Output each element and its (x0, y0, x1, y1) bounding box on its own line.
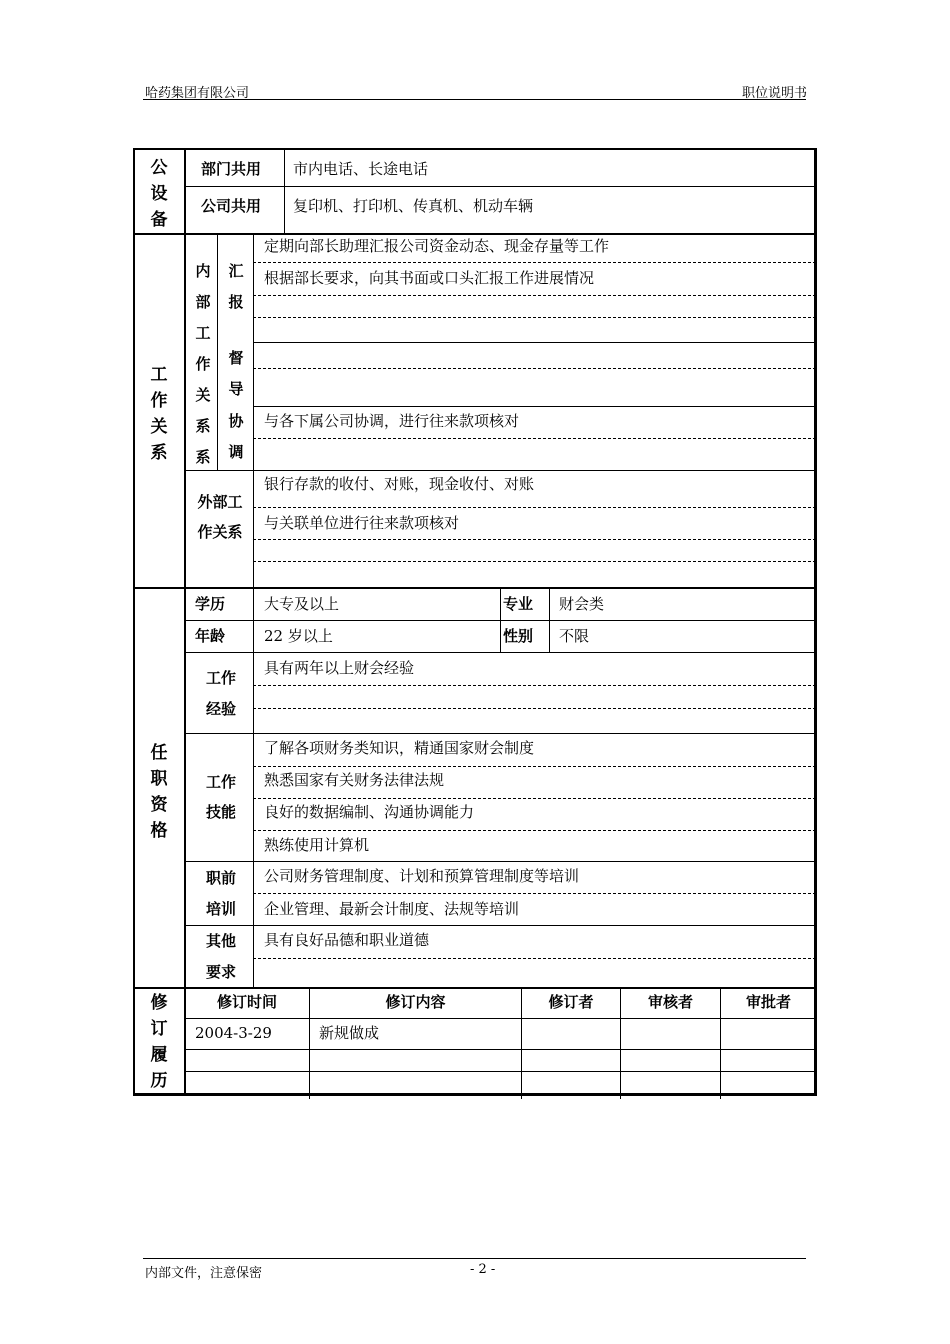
external-label-rule (253, 470, 254, 588)
training-item: 公司财务管理制度、计划和预算管理制度等培训 (264, 867, 580, 885)
qual-label-rule (253, 588, 254, 988)
dash-rule (253, 539, 816, 540)
rev-col-date: 修订时间 (216, 993, 277, 1011)
major-label: 专业 (503, 595, 534, 613)
edu-row-rule (184, 620, 816, 621)
rev-col-editor: 修订者 (548, 993, 594, 1011)
education-value: 大专及以上 (264, 595, 340, 613)
dash-rule (253, 368, 816, 369)
dash-rule (253, 685, 816, 686)
header-rule (143, 99, 806, 100)
dash-rule (253, 830, 816, 831)
report-item: 定期向部长助理汇报公司资金动态、现金存量等工作 (264, 237, 610, 255)
company-equipment-value: 复印机、打印机、传真机、机动车辆 (293, 197, 534, 215)
skills-item: 良好的数据编制、沟通协调能力 (264, 803, 475, 821)
company-name: 哈药集团有限公司 (145, 86, 250, 101)
training-label: 职前培训 (205, 869, 236, 918)
subtype-col-rule (253, 234, 254, 470)
page-number: - 2 - (470, 1262, 496, 1277)
section-rule-2 (135, 587, 816, 589)
footer-rule (143, 1258, 806, 1259)
dash-rule (253, 766, 816, 767)
section-rule-1 (135, 233, 816, 235)
skills-item: 了解各项财务类知识，精通国家财会制度 (264, 739, 535, 757)
dash-rule (253, 438, 816, 439)
external-item: 与关联单位进行往来款项核对 (264, 514, 460, 532)
job-description-table (133, 148, 817, 1096)
section-title-revision: 修订履历 (150, 993, 168, 1091)
age-label: 年龄 (195, 627, 226, 645)
internal-end-rule (184, 470, 816, 471)
rev-row-rule-2 (184, 1071, 816, 1072)
other-label: 其他要求 (205, 932, 236, 981)
section-col-rule (184, 150, 186, 1093)
section-title-qualifications: 任职资格 (150, 743, 168, 841)
dash-rule (253, 317, 816, 318)
equip-row-rule (184, 186, 816, 187)
rev-row-date: 2004-3-29 (195, 1024, 272, 1042)
dash-rule (253, 262, 816, 263)
dash-rule (253, 958, 816, 959)
exp-end-rule (184, 733, 816, 734)
rev-row-content: 新规做成 (319, 1024, 380, 1042)
rev-col-content: 修订内容 (385, 993, 446, 1011)
training-item: 企业管理、最新会计制度、法规等培训 (264, 900, 520, 918)
dash-rule (253, 295, 816, 296)
dash-rule (253, 893, 816, 894)
age-value: 22 岁以上 (264, 627, 333, 645)
dash-rule (253, 798, 816, 799)
report-label: 汇报 (228, 262, 244, 311)
section-title-equipment: 公设备 (150, 158, 168, 230)
section-title-relations: 工作关系 (150, 365, 168, 463)
skills-end-rule (184, 861, 816, 862)
skills-label: 工作技能 (205, 773, 236, 821)
equip-label-rule (284, 150, 285, 234)
confidential-notice: 内部文件，注意保密 (145, 1266, 263, 1281)
dept-equipment-label: 部门共用 (201, 160, 262, 178)
report-item: 根据部长要求，向其书面或口头汇报工作进展情况 (264, 269, 595, 287)
supervise-end-rule (253, 406, 816, 407)
skills-item: 熟练使用计算机 (264, 836, 370, 854)
rev-header-rule (184, 1018, 816, 1019)
internal-relations-label: 内部工作关系系 (195, 262, 211, 466)
coordinate-label: 协调 (228, 412, 244, 461)
training-end-rule (184, 925, 816, 926)
supervise-label: 督导 (228, 349, 244, 398)
internal-col-rule (217, 234, 218, 470)
dash-rule (253, 708, 816, 709)
major-value: 财会类 (559, 595, 605, 613)
rev-col-approver: 审批者 (745, 993, 791, 1011)
dash-rule (253, 561, 816, 562)
rev-row-rule-1 (184, 1049, 816, 1050)
coordinate-item: 与各下属公司协调，进行往来款项核对 (264, 412, 520, 430)
external-relations-label: 外部工作关系 (197, 493, 243, 541)
other-item: 具有良好品德和职业道德 (264, 931, 430, 949)
company-equipment-label: 公司共用 (201, 197, 262, 215)
experience-item: 具有两年以上财会经验 (264, 659, 415, 677)
external-item: 银行存款的收付、对账，现金收付、对账 (264, 475, 535, 493)
experience-label: 工作经验 (205, 669, 236, 718)
gender-value: 不限 (559, 627, 590, 645)
skills-item: 熟悉国家有关财务法律法规 (264, 771, 445, 789)
document-type: 职位说明书 (741, 86, 807, 101)
education-label: 学历 (195, 595, 226, 613)
report-end-rule (253, 342, 816, 343)
rev-col-reviewer: 审核者 (647, 993, 693, 1011)
gender-label: 性别 (503, 627, 534, 645)
dept-equipment-value: 市内电话、长途电话 (293, 160, 429, 178)
age-row-rule (184, 652, 816, 653)
dash-rule (253, 507, 816, 508)
